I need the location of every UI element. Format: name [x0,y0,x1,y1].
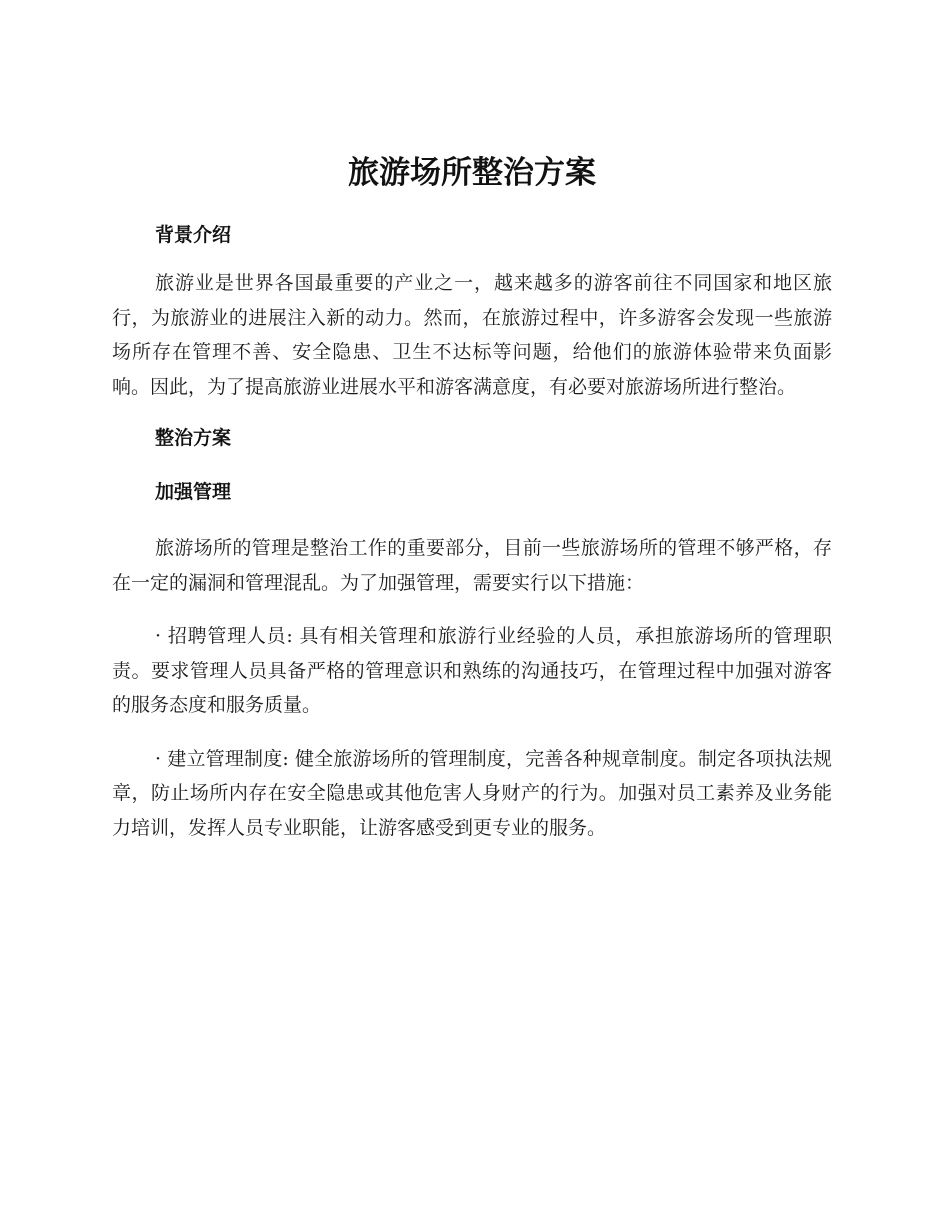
management-paragraph: 旅游场所的管理是整治工作的重要部分，目前一些旅游场所的管理不够严格，存在一定的漏洞和管理混乱。为了加强管理，需要实行以下措施： [112,537,832,594]
section-heading-background: 背景介绍 [155,224,232,246]
section-heading-plan: 整治方案 [155,427,232,449]
section-heading-management: 加强管理 [155,481,232,503]
document-title: 旅游场所整治方案 [348,155,596,191]
bullet-item-management-system: · 建立管理制度: 健全旅游场所的管理制度，完善各种规章制度。制定各项执法规章，防止场所内存在安全隐患或其他危害人身财产的行为。加强对员工素养及业务能力培训，发挥人员专业职能，让游客感受到更专业的服务。 [112,747,832,839]
bullet-item-hire-managers: · 招聘管理人员: 具有相关管理和旅游行业经验的人员，承担旅游场所的管理职责。要求管理人员具备严格的管理意识和熟练的沟通技巧，在管理过程中加强对游客的服务态度和服务质量。 [112,625,832,716]
background-paragraph: 旅游业是世界各国最重要的产业之一，越来越多的游客前往不同国家和地区旅行，为旅游业的进展注入新的动力。然而，在旅游过程中，许多游客会发现一些旅游场所存在管理不善、安全隐患、卫生不达标等问题，给他们的旅游体验带来负面影响。因此，为了提高旅游业进展水平和游客满意度，有必要对旅游场所进行整治。 [112,272,832,398]
document-body [112,148,832,864]
